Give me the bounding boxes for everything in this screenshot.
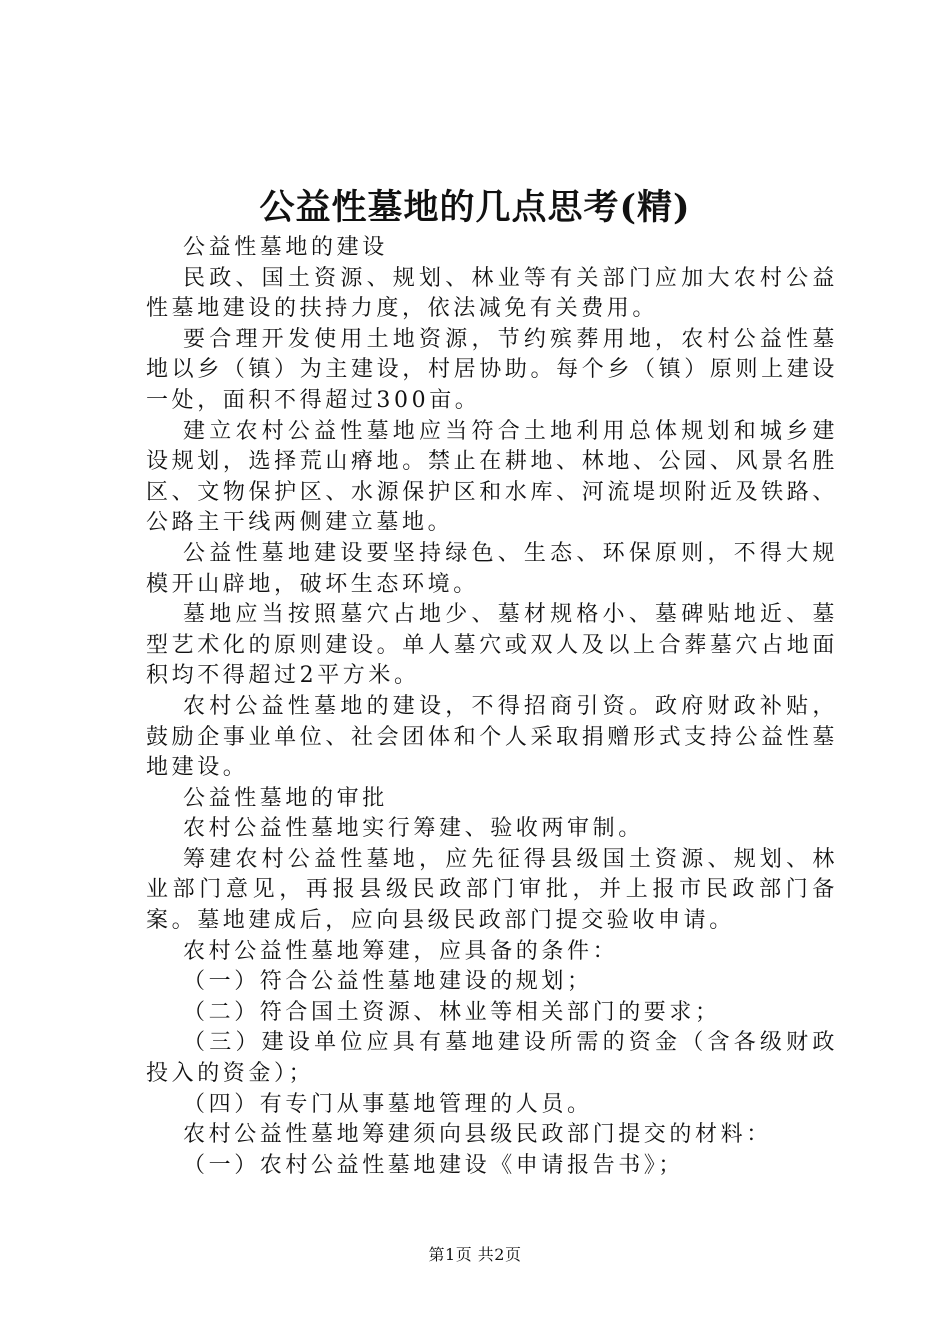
section-heading-construction: 公益性墓地的建设 [183,235,388,260]
paragraph: 民政、国土资源、规划、林业等有关部门应加大农村公益性墓地建设的扶持力度，依法减免有关费用。 [146,265,838,322]
list-item: （一）农村公益性墓地建设《申请报告书》； [183,1152,685,1178]
paragraph: 公益性墓地建设要坚持绿色、生态、环保原则，不得大规模开山辟地，破坏生态环境。 [146,540,838,597]
paragraph: 农村公益性墓地的建设，不得招商引资。政府财政补贴，鼓励企事业单位、社会团体和个人采取捐赠形式支持公益性墓地建设。 [146,693,838,781]
paragraph: 农村公益性墓地筹建，应具备的条件： [183,938,619,964]
page-number: 第1页 共2页 [428,1245,522,1264]
paragraph: 墓地应当按照墓穴占地少、墓材规格小、墓碑贴地近、墓型艺术化的原则建设。单人墓穴或双人及以上合葬墓穴占地面积均不得超过2平方米。 [146,602,838,689]
list-item: （一）符合公益性墓地建设的规划； [183,969,593,995]
list-item: （四）有专门从事墓地管理的人员。 [183,1091,593,1117]
section-heading-approval: 公益性墓地的审批 [183,785,388,811]
paragraph: 要合理开发使用土地资源，节约殡葬用地，农村公益性墓地以乡（镇）为主建设，村居协助。每个乡（镇）原则上建设一处，面积不得超过300亩。 [146,326,838,413]
document-title: 公益性墓地的几点思考(精) [259,187,691,228]
list-item: （二）符合国土资源、林业等相关部门的要求； [183,999,721,1025]
paragraph: 建立农村公益性墓地应当符合土地利用总体规划和城乡建设规划，选择荒山瘠地。禁止在耕地、林地、公园、风景名胜区、文物保护区、水源保护区和水库、河流堤坝附近及铁路、公路主干线两侧建立墓地。 [146,418,838,536]
paragraph: 筹建农村公益性墓地，应先征得县级国土资源、规划、林业部门意见，再报县级民政部门审批，并上报市民政部门备案。墓地建成后，应向县级民政部门提交验收申请。 [146,846,838,934]
paragraph: 农村公益性墓地筹建须向县级民政部门提交的材料： [183,1122,772,1148]
list-item: （三）建设单位应具有墓地建设所需的资金（含各级财政投入的资金）； [146,1030,838,1087]
paragraph: 农村公益性墓地实行筹建、验收两审制。 [183,816,644,842]
document-body [146,233,838,1181]
